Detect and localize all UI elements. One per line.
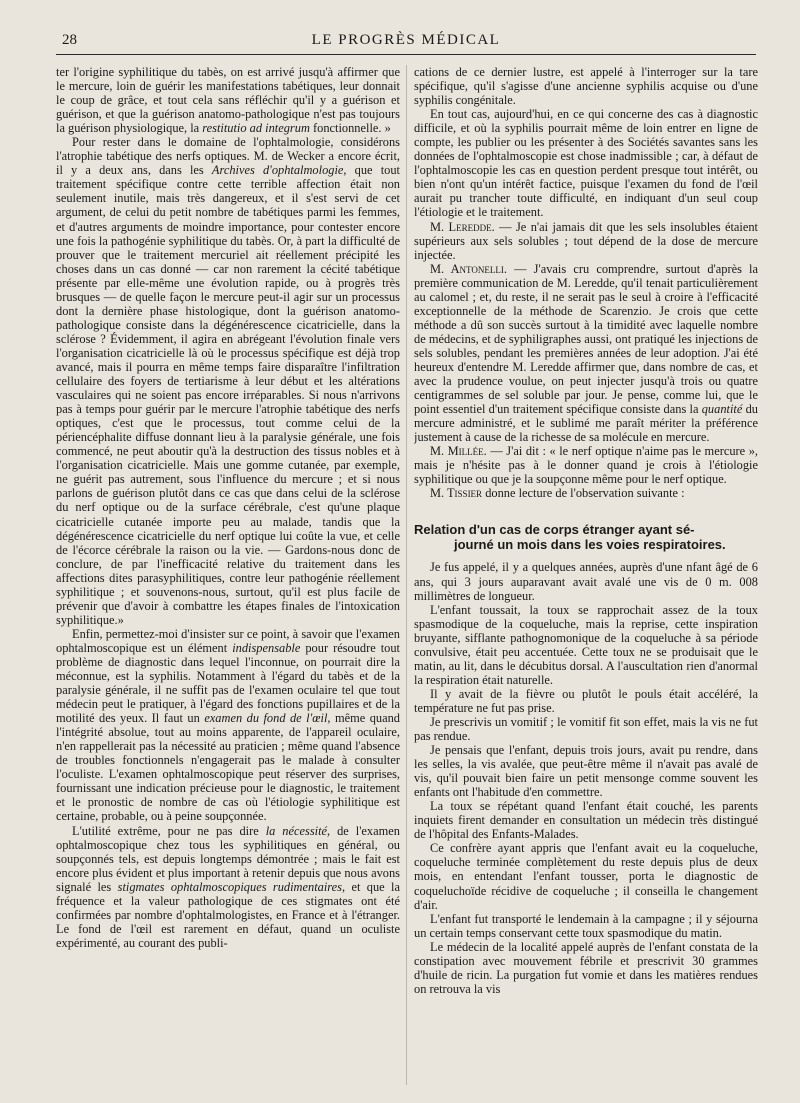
paragraph: Il y avait de la fièvre ou plutôt le pouls était accéléré, la température ne fut pas prise. [414,686,758,715]
paragraph: Enfin, permettez-moi d'insister sur ce point, à savoir que l'examen ophtalmoscopique est un élément indispensable pour résoudre tout problème de diagnostic dans lequel l'inconnue, on pourrait dire la méconnue, est la syphilis. Notamment à l'égard du tabès et de la paralysie générale, il ne suffit pas de l'examen oculaire tel que tout médecin peut le pratiquer, à l'égard des fonctions pupillaires et de la motilité des yeux. Il faut un examen du fond de l'œil, même quand l'intégrité absolue, tout au moins apparente, de l'appareil oculaire, n'en rappellerait pas la nécessité au praticien ; même quand l'absence de troubles fonctionnels n'engagerait pas le malade à consulter l'oculiste. L'examen ophtalmoscopique peut réserver des surprises, fournissant une indication précieuse pour le diagnostic, le traitement et le pronostic de nombre de cas où l'étiologie syphilitique est certaine, probable, ou à peine soupçonnée. [56,626,400,824]
page-number: 28 [62,32,77,48]
paragraph: Ce confrère ayant appris que l'enfant avait eu la coqueluche, coqueluche terminée complètement du reste depuis plus de deux mois, en entendant l'enfant tousser, porta le diagnostic de coqueluchoïde récidive de coqueluche ; il conseilla le changement d'air. [414,841,758,912]
paragraph: Je prescrivis un vomitif ; le vomitif fit son effet, mais la vis ne fut pas rendue. [414,714,758,744]
paragraph: L'enfant toussait, la toux se rapprochait assez de la toux spasmodique de la coqueluche, mais la reprise, cette inspiration bruyante, sifflante pathognomonique de la coqueluche à sa période convulsive, était peu accentuée. Cette toux ne se produisait que le matin, au lit, dans le décubitus dorsal. A l'auscultation rien d'anormal la respiration était naturelle. [414,602,758,687]
journal-title: LE PROGRÈS MÉDICAL [311,32,501,48]
paragraph: Je pensais que l'enfant, depuis trois jours, avait pu rendre, dans les selles, la vis avalée, que peut-être même il n'avait pas avalé de vis, qu'il pouvait bien faire un petit mensonge comme souvent les enfants ont l'habitude d'en commettre. [414,743,758,800]
section-title: Relation d'un cas de corps étranger ayant sé- journé un mois dans les voies respiratoires. [414,522,726,553]
paragraph: L'utilité extrême, pour ne pas dire la nécessité, de l'examen ophtalmoscopique chez tous les syphilitiques en général, ou soupçonnés tels, est depuis longtemps démontrée ; mais le fait est encore plus évident et plus important à retenir depuis que nous avons signalé les stigmates ophtalmoscopiques rudimentaires, et que la fréquence et la valeur pathologique de ces stigmates ont été confirmées par nombre d'ophtalmologistes, en France et à l'étranger. Le fond de l'œil est rarement en défaut, quand un oculiste expérimenté, au courant des publi- [56,823,400,950]
paragraph: En tout cas, aujourd'hui, en ce qui concerne des cas à diagnostic difficile, et où la syphilis pourrait même de loin entrer en ligne de compte, les publier ou les présenter à des Sociétés savantes sans les données de l'ophtalmoscopie est chose inadmissible ; car, à défaut de l'ophtalmoscopie les cas en question perdent presque tout intérêt, ou bien n'ont qu'un intérêt factice, puisque l'examen du fond de l'œil aurait pu trancher toute difficulté, en indiquant d'un seul coup l'étiologie et le traitement. [414,107,758,220]
paragraph: La toux se répétant quand l'enfant était couché, les parents inquiets firent demander en consultation un médecin très distingué de l'hôpital des Enfants-Malades. [414,799,758,842]
speaker-paragraph: M. Antonelli. — J'avais cru comprendre, surtout d'après la première communication de M. Leredde, qu'il tenait particulièrement au calomel ; et, du reste, il ne serait pas le seul à croire à l'efficacité exceptionnelle de la méthode de Scarenzio. Je crois que cette méthode a dû son succès surtout à la timidité avec laquelle nombre de médecins, et de syphiligraphes aussi, ont pratiqué les injections de sels solubles, pendant les premières années de leur adoption. J'ai été heureux d'entendre M. Leredde affirmer que, dans nombre de cas, et avec la prudence voulue, on peut injecter jusqu'à trois ou quatre centigrammes de sel soluble par jour. Je pense, comme lui, que le point essentiel d'un traitement spécifique consiste dans la quantité du mercure administré, et le sublimé me paraît mériter la préférence justement à cause de la richesse de sa molécule en mercure. [414,261,758,445]
speaker-name: M. Antonelli. [430,261,507,276]
paragraph: Le médecin de la localité appelé auprès de l'enfant constata de la constipation avec mouvement fébrile et prescrivit 30 grammes d'huile de ricin. La purgation fut vomie et dans les matières rendues on retrouva la vis [414,939,758,996]
speaker-paragraph: M. Tissier donne lecture de l'observation suivante : [430,486,685,501]
paragraph: L'enfant fut transporté le lendemain à la campagne ; il y séjourna un certain temps conservant cette toux spasmodique du matin. [414,911,758,940]
speaker-name: M. Tissier [430,486,483,501]
speaker-paragraph: M. Leredde. — Je n'ai jamais dit que les sels insolubles étaient supérieurs aux sels solubles ; tout dépend de la dose de mercure injectée. [414,219,758,262]
paragraph: ter l'origine syphilitique du tabès, on est arrivé jusqu'à affirmer que le mercure, loin de guérir les manifestations tabétiques, leur donnait le coup de grâce, et tout cela sans réfléchir qu'il y a guérison et guérison, et que la guérison anatomo-pathologique n'est pas toujours la guérison physiologique, la restitutio ad integrum fonctionnelle. » [56,65,400,136]
speaker-name: M. Millée. [430,444,487,459]
left-column [56,65,400,1095]
paragraph: cations de ce dernier lustre, est appelé à l'interroger sur la tare spécifique, qu'il s'agisse d'une ancienne syphilis acquise ou d'une syphilis congénitale. [414,65,758,108]
speaker-name: M. Leredde. [430,219,495,234]
right-column [414,65,758,1095]
paragraph: Je fus appelé, il y a quelques années, auprès d'une nfant âgé de 6 ans, qui 3 jours auparavant avait avalé une vis de 0 m. 008 millimètres de longueur. [414,560,758,603]
column-divider [406,65,407,1085]
speaker-paragraph: M. Millée. — J'ai dit : « le nerf optique n'aime pas le mercure », mais je n'hésite pas à le donner quand je crois à l'étiologie syphilitique ou que je la soupçonne même pour le nerf optique. [414,444,758,487]
paragraph: Pour rester dans le domaine de l'ophtalmologie, considérons l'atrophie tabétique des nerfs optiques. M. de Wecker a encore écrit, il y a deux ans, dans les Archives d'ophtalmologie, que tout traitement spécifique contre cette terrible affection était non seulement inutile, mais très dangereux, et il s'est servi de cet argument, de celui du petit nombre de tabétiques parmi les femmes, et d'autres arguments de moindre importance, pour contester encore une fois la pathogénie syphilitique du tabès. Or, à part la difficulté de prouver que le traitement mercuriel ait réellement précipité les choses dans un cas donné — car non rarement la cécité tabétique présente par elle-même une évolution rapide, ou à progrès très brusques — de quelle façon le mercure peut-il agir sur un processus dont la dernière phase histologique, dont la guérison anatomo-pathologique consiste dans la dégénérescence cicatricielle, dans la sclérose ? Évidemment, il agira en abrégeant l'évolution finale vers l'organisation cicatricielle là où le processus spécifique est déjà trop avancé, mais il pourra en même temps faire disparaître l'infiltration cellulaire des foyers de tertiarisme à leur début et les altérations vasculaires qui ne soient pas encore irréparables. Si nous n'arrivons pas à temps pour guérir par le mercure l'atrophie tabétique des nerfs optiques, c'est que le processus, tout comme celui de la périencéphalite diffuse donnant lieu à la paralysie générale, une fois commencé, ne peut aboutir qu'à la destruction des tissus nobles et à l'organisation cicatricielle. Mais une gomme cutanée, par exemple, ne guérit pas autrement, sous l'influence du mercure ; et si nous parlons de guérison plutôt dans ce cas que dans celui de la sclérose du nerf optique ou de la surface cérébrale, c'est qu'une plaque cicatricielle cutanée importe peu au malade, tandis que la dégénérescence cicatricielle du nerf optique lui coûte la vue, et celle de l'écorce cérébrale la raison ou la vie. — Gardons-nous donc de conclure, de par l'inefficacité relative du traitement dans les affections dites parasyphilitiques, contre leur pathogénie réellement syphilitique ; et souvenons-nous, surtout, qu'il est plus facile de prévenir que d'avoir à combattre les étapes finales de l'intoxication syphilitique.» [56,135,400,627]
running-header [56,28,756,55]
